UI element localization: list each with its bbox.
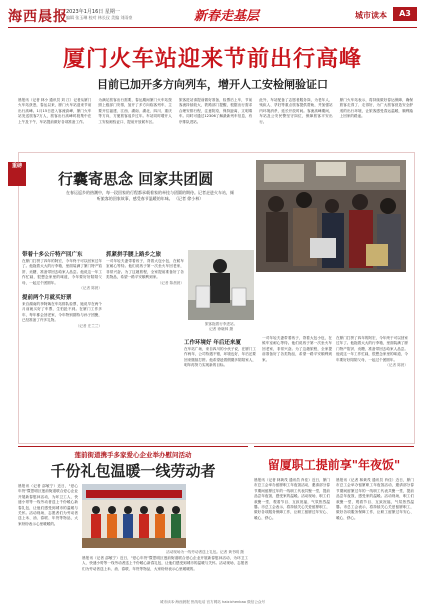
crowd-photo-image [256, 160, 406, 272]
feature-story-4-end [336, 336, 408, 368]
bottom-left-text-cont: 晨报讯（记者 邵敏宁）近日，"爱心年货"暨思明区莲前街道联合爱心企业开展新春慰问活动，为环卫工人、快递小哥等一线劳动者送上千份暖心新春礼包，让他们感受到城市的温暖与关怀。活动现场，志愿者们为劳动者送上米、油、春联、年货等物品，大家纷纷表示心里暖暖的。 [82, 556, 248, 571]
bottom-left-kicker: 莲前街道携手多家爱心企业举办慰问活动 [74, 451, 192, 459]
bottom-right-col-2 [336, 478, 414, 521]
crowd-photo [256, 160, 406, 272]
bottom-left-col-2 [82, 556, 248, 572]
lead-columns [18, 98, 413, 146]
story2-byline: （记者 庄兰兰） [75, 323, 102, 328]
story4-title: 工作环境好 年后还来厦 [184, 340, 241, 346]
lead-column: 为满足旅客出行需要，春运期间厦门火车站按照上级部门安排，加开了多方向临客列车，主要开往福建、江西、湖南、湖北、四川、重庆等方向，方便旅客返乡过年。车站同时增开人工安检闸验证口、提前开放候车区。 [98, 98, 172, 124]
bottom-right-rule [254, 446, 414, 447]
feature-story-3 [106, 248, 184, 286]
story1-text: 在厦门打拼了四年的阿宏，今年终于可以回家过年了。他拖着大大的行李箱，里面装满了厦门特产馅饼、贡糖，准备带回去给家人品尝。他说这一年工作忙碌，很想念家里的味道，今年要好好陪陪父母，一起过个团圆年。 [22, 259, 102, 285]
section-title: 城市读本 [355, 11, 387, 20]
feature-headline: 行囊寄思念 回家共团圆 [58, 170, 214, 188]
feature-story-1 [22, 248, 102, 329]
masthead [8, 6, 417, 24]
lead-column: 晨报讯（记者 林小 通讯员 刘 江）记者从厦门火车站获悉，春运以来，厦门火车站迎来节前出行高峰。1月15日进入客流高峰，厦门火车站发送旅客7万人，旅客出行高峰时段集中在上午及下午，车站提前做好各项准备工作。 [18, 98, 92, 124]
story4-text-end: 在厦门打拼了四年的阿宏，今年终于可以回家过年了。他拖着大大的行李箱，里面装满了厦门特产馅饼、贡糖，准备带回去给家人品尝。他说这一年工作忙碌，很想念家里的味道，今年要好好陪陪父母，一起过个团圆年。 [336, 336, 408, 362]
lead-column: 此外，车站配备了志愿者服务岗，为老年人、残疾人、孕妇等重点旅客提供帮助，并加强站内环境消杀，延长开放时间。客流高峰期间，车站及公安民警坚守岗位，保障旅客平安出行。 [259, 98, 333, 124]
story1-byline: （记者 陈晨） [79, 286, 102, 291]
lead-column: 旅客进站请提前做好准备，检票后上车，节前客流持续较大，铁路部门提醒，根据出行需求合理安排行程，注意防疫，保持距离，文明乘车。同时可通过12306了解最新列车信息，有序排队进站。 [178, 98, 253, 124]
story2-title: 提前两个月就买好票 [22, 295, 72, 302]
bottom-left-col-1 [18, 484, 78, 527]
story2-text: 来自湖南的李阿姨在车站排队检票，她说早在两个月前就买好了车票，生怕抢不到。在厦门工作多年，每年都会回老家，今年特别期待与孙子团聚，已经准备了许多礼物。 [22, 302, 102, 323]
feature-story-4 [184, 336, 256, 369]
editor-line: 编辑 张玉琳 校对 林长仪 美编 刘雨豪 [66, 15, 133, 20]
campaign-title: 新春走基层 [194, 9, 260, 24]
lead-headline: 厦门火车站迎来节前出行高峰 [62, 47, 362, 72]
story4-byline: （记者 陈晨） [385, 363, 408, 368]
bottom-right-col-1 [254, 478, 330, 521]
issue-date: 2023年1月16日 星期一 [66, 9, 120, 15]
bottom-left-rule [18, 446, 248, 447]
feature-intro-byline: （记者 徐小林） [174, 195, 204, 201]
page-footer: 城市读本·海西晨报 热线电话 官方网站 haixichenbao 微信公众号 [159, 600, 266, 604]
story1-title: 带着十多公斤特产回广东 [22, 252, 83, 258]
page-number: A3 [393, 7, 417, 21]
newspaper-logo: 海西晨报 [8, 9, 68, 25]
lead-subheadline: 目前已加开多方向列车，增开人工安检闸验证口 [97, 78, 328, 91]
bottom-left-text: 晨报讯（记者 邵敏宁）近日，"爱心年货"暨思明区莲前街道联合爱心企业开展新春慰问活动，为环卫工人、快递小哥等一线劳动者送上千份暖心新春礼包，让他们感受到城市的温暖与关怀。活动现场，志愿者们为劳动者送上米、油、春联、年货等物品，大家纷纷表示心里暖暖的。 [18, 484, 78, 526]
story3-title: 抓紧拼手腰上路乡之旅 [106, 252, 162, 258]
event-photo-image [82, 484, 186, 548]
story3-byline: （记者 陈晨晨） [157, 280, 184, 285]
traveler-photo-caption [184, 322, 258, 332]
traveler-photo-image [188, 250, 254, 320]
bottom-right-headline: 留厦职工提前享"年夜饭" [267, 458, 401, 472]
photo-caption-text: 旅客拖着行李进站。 [204, 322, 238, 326]
lead-column: 厦门火车站表示，将持续做好春运保障，确保旅客走得了、走得好，为广大旅客营造安全舒适的出行环境，让旅客感受春运温暖，顺利踏上回家的路途。 [339, 98, 414, 119]
feature-ribbon: 重磅 [8, 162, 26, 186]
feature-story-4-cont [262, 336, 332, 363]
photo-credit: 记者 徐晓林 摄 [209, 327, 233, 331]
story4-text-cont: 一对年轻夫妻带着孩子，背着大包小包，在候车室耐心等待。他们说孩子第一次坐火车回老家，非常兴奋。为了这趟旅程，全家提前准备好了各类物品，希望一路平安顺利到家。 [262, 336, 332, 362]
feature-intro [66, 190, 234, 201]
bottom-right-text-cont: 晨报讯（记者 林黄茂 通讯员 肖佳）近日，厦门市总工会举办留厦职工年夜饭活动，邀请部分春节期间留厦过年的一线职工代表共聚一堂，提前品尝年夜饭，感受家的温暖。活动现场，职工们欢聚一堂，观看节目、互致祝福，气氛热烈温馨。市总工会表示，将持续关心关爱留厦职工，做好各项服务保障工作，让职工留厦过年安心、暖心、舒心。 [336, 478, 414, 520]
bottom-left-headline: 千份礼包温暖一线劳动者 [50, 462, 216, 480]
story3-text: 一对年轻夫妻带着孩子，背着大包小包，在候车室耐心等待。他们说孩子第一次坐火车回老家，非常兴奋。为了这趟旅程，全家提前准备好了各类物品，希望一路平安顺利到家。 [106, 259, 184, 280]
story4-text: 在车站广场，来自四川的小伙子说，在厦门工作两年，公司待遇不错，环境也好，年后还要回来继续打拼。他希望趁着假期多陪陪家人，明年再努力实现新的目标。 [184, 347, 256, 368]
masthead-rule [8, 27, 417, 28]
traveler-photo [188, 250, 254, 320]
bottom-right-text: 晨报讯（记者 林黄茂 通讯员 肖佳）近日，厦门市总工会举办留厦职工年夜饭活动，邀请部分春节期间留厦过年的一线职工代表共聚一堂，提前品尝年夜饭，感受家的温暖。活动现场，职工们欢聚一堂，观看节目、互致祝福，气氛热烈温馨。市总工会表示，将持续关心关爱留厦职工，做好各项服务保障工作，让职工留厦过年安心、暖心、舒心。 [254, 478, 330, 520]
event-photo [82, 484, 186, 548]
feature-intro-text: 在春运返乡的热潮中，每一段回家的行程都承载着家的牵挂与团圆的期待。记者走进火车站，倾听旅客的回家故事，感受春节温暖的年味。 [66, 190, 234, 201]
event-photo-caption: 活动现场为一线劳动者送上礼包。记者 黄书明 摄 [166, 550, 244, 554]
